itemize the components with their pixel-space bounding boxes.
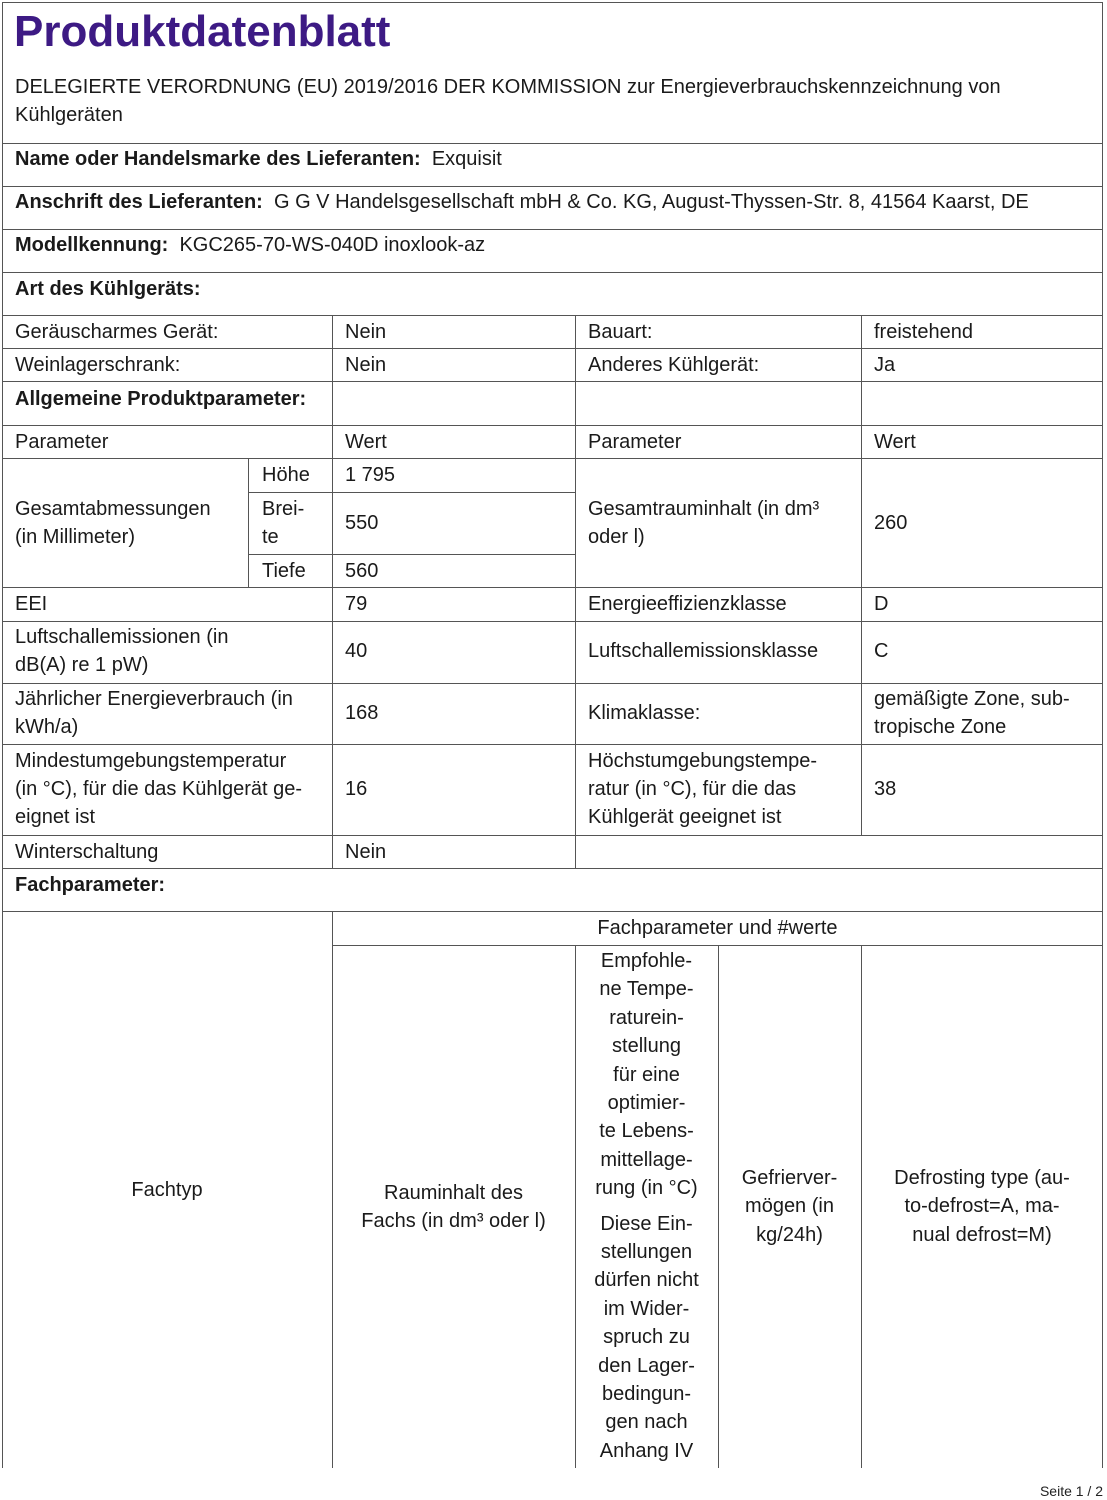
supplier-label: Name oder Handelsmarke des Lieferanten:: [15, 148, 421, 170]
max-temp-label: ratur (in °C), für die das: [588, 778, 797, 800]
compartment-header-line: rung (in °C): [595, 1177, 698, 1200]
min-temp-label: eignet ist: [15, 806, 96, 828]
compartment-group-header: Fachparameter und #werte: [597, 917, 838, 939]
compartment-header-line: für eine: [613, 1063, 680, 1086]
compartment-header-line: Gefrierver-: [741, 1167, 838, 1189]
noise-value: 40: [345, 640, 368, 662]
width-label: Brei-: [262, 498, 305, 520]
divider: [2, 868, 1103, 869]
page-number: Seite 1 / 2: [1039, 1483, 1103, 1499]
divider: [2, 229, 1103, 230]
noise-class-label: Luftschallemissionsklasse: [588, 640, 819, 662]
climate-class-value: gemäßigte Zone, sub-: [874, 688, 1070, 710]
divider: [2, 425, 1103, 426]
depth-value: 560: [345, 560, 379, 582]
compartment-header-line: mögen (in: [745, 1195, 834, 1218]
energy-label: Jährlicher Energieverbrauch (in: [15, 688, 293, 710]
compartment-header-line: to-defrost=A, ma-: [904, 1195, 1060, 1218]
type-value: freistehend: [874, 321, 973, 343]
type-value: Ja: [874, 354, 896, 376]
compartment-header-line: kg/24h): [756, 1223, 823, 1246]
noise-class-value: C: [874, 640, 889, 662]
divider: [248, 458, 249, 587]
type-value: Nein: [345, 321, 387, 343]
compartment-header-line: spruch zu: [603, 1326, 690, 1349]
divider: [2, 683, 1103, 684]
compartment-volume-label: Rauminhalt des: [384, 1182, 523, 1204]
regulation-text: DELEGIERTE VERORDNUNG (EU) 2019/2016 DER KOMMISSION zur Energieverbrauchskennzeichnung von Kühlgeräten: [15, 76, 1001, 126]
compartment-header-line: Defrosting type (au-: [894, 1167, 1070, 1189]
max-temp-label: Kühlgerät geeignet ist: [588, 806, 782, 828]
divider: [332, 315, 333, 868]
column-header: Parameter: [588, 431, 682, 453]
compartment-header-line: optimier-: [607, 1092, 686, 1114]
compartment-header-line: nual defrost=M): [912, 1223, 1052, 1246]
divider: [2, 911, 1103, 912]
eei-label: EEI: [15, 593, 48, 615]
divider: [2, 186, 1103, 187]
compartment-header-line: stellungen: [600, 1241, 693, 1263]
general-section-heading: Allgemeine Produktparameter:: [15, 388, 307, 410]
divider: [2, 587, 1103, 588]
height-label: Höhe: [262, 464, 310, 486]
compartment-header-line: den Lager-: [598, 1354, 695, 1377]
compartment-header-line: Empfohle-: [600, 950, 693, 972]
depth-label: Tiefe: [262, 560, 306, 582]
divider: [248, 554, 575, 555]
divider: [861, 315, 862, 835]
energy-value: 168: [345, 702, 379, 724]
compartment-section-heading: Fachparameter:: [15, 874, 166, 896]
type-label: Geräuscharmes Gerät:: [15, 321, 219, 343]
compartment-type-label: Fachtyp: [131, 1179, 203, 1201]
climate-class-label: Klimaklasse:: [588, 702, 701, 724]
noise-label: Luftschallemissionen (in: [15, 626, 229, 648]
page-title: Produktdatenblatt: [14, 7, 391, 56]
divider: [248, 492, 575, 493]
width-value: 550: [345, 512, 379, 534]
type-section-heading: Art des Kühlgeräts:: [15, 278, 201, 300]
compartment-header-line: ne Tempe-: [599, 978, 694, 1001]
compartment-header-line: Anhang IV: [599, 1439, 694, 1462]
divider: [2, 835, 1103, 836]
column-header: Parameter: [15, 431, 109, 453]
compartment-header-line: gen nach: [605, 1411, 688, 1434]
type-label: Bauart:: [588, 321, 653, 343]
efficiency-class-value: D: [874, 593, 889, 615]
type-label: Weinlagerschrank:: [15, 354, 181, 376]
divider: [2, 744, 1103, 745]
eei-value: 79: [345, 593, 368, 615]
model-value: KGC265-70-WS-040D inoxlook-az: [179, 234, 486, 256]
column-header: Wert: [874, 431, 916, 453]
min-temp-label: (in °C), für die das Kühlgerät ge-: [15, 778, 303, 800]
min-temp-value: 16: [345, 778, 368, 800]
divider: [2, 272, 1103, 273]
min-temp-label: Mindestumgebungstemperatur: [15, 750, 287, 772]
height-value: 1 795: [345, 464, 396, 486]
compartment-header-line: te Lebens-: [599, 1120, 694, 1143]
compartment-header-line: Diese Ein-: [600, 1212, 693, 1235]
winter-value: Nein: [345, 841, 387, 863]
efficiency-class-label: Energieeffizienzklasse: [588, 593, 787, 615]
column-header: Wert: [345, 431, 387, 453]
max-temp-value: 38: [874, 778, 897, 800]
model-row: [15, 231, 485, 259]
max-temp-label: Höchstumgebungstempe-: [588, 750, 818, 772]
supplier-row: [15, 145, 502, 173]
compartment-header-line: dürfen nicht: [594, 1269, 699, 1292]
address-row: [15, 188, 1029, 216]
compartment-header-line: stellung: [612, 1035, 681, 1058]
model-label: Modellkennung:: [15, 234, 169, 256]
supplier-value: Exquisit: [431, 148, 502, 170]
compartment-volume-label: Fachs (in dm³ oder l): [361, 1210, 546, 1232]
dimensions-label: (in Millimeter): [15, 526, 135, 548]
compartment-header-line: raturein-: [609, 1006, 684, 1029]
volume-value: 260: [874, 512, 908, 534]
compartment-header-line: im Wider-: [603, 1297, 690, 1320]
winter-label: Winterschaltung: [15, 841, 159, 863]
divider: [2, 621, 1103, 622]
divider: [2, 381, 1103, 382]
address-value: G G V Handelsgesellschaft mbH & Co. KG, August-Thyssen-Str. 8, 41564 Kaarst, DE: [273, 191, 1029, 213]
compartment-header-line: bedingun-: [602, 1383, 691, 1405]
divider: [575, 315, 576, 868]
volume-label: oder l): [588, 526, 645, 548]
climate-class-value: tropische Zone: [874, 716, 1007, 738]
divider: [2, 458, 1103, 459]
type-value: Nein: [345, 354, 387, 376]
divider: [2, 348, 1103, 349]
address-label: Anschrift des Lieferanten:: [15, 191, 263, 213]
energy-label: kWh/a): [15, 716, 79, 738]
volume-label: Gesamtrauminhalt (in dm³: [588, 498, 820, 520]
compartment-header-line: mittellage-: [600, 1148, 693, 1171]
divider: [2, 315, 1103, 316]
width-label: te: [262, 526, 279, 548]
dimensions-label: Gesamtabmessungen: [15, 498, 211, 520]
divider: [2, 143, 1103, 144]
type-label: Anderes Kühlgerät:: [588, 354, 760, 376]
noise-label: dB(A) re 1 pW): [15, 654, 149, 676]
